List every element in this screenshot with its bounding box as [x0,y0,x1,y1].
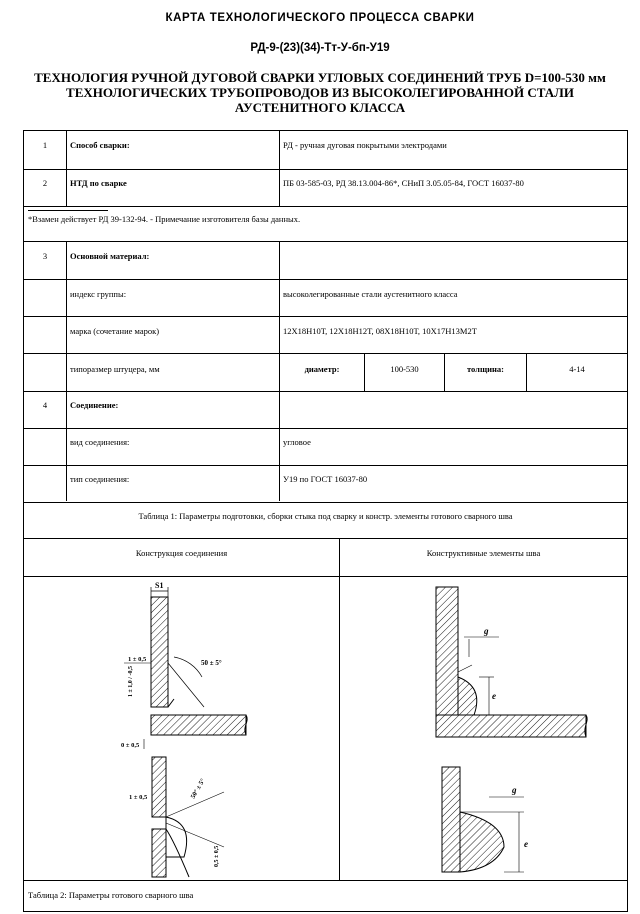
row-divider [24,428,627,429]
joint-type-label: тип соединения: [70,474,130,484]
steel-grade-value: 12Х18Н10Т, 12Х18Н12Т, 08Х18Н10Т, 10Х17Н13М2Т [283,326,477,336]
row-divider [24,316,627,317]
joint-label: Соединение: [70,400,119,410]
bevel-angle-label: 50 ± 5° [201,659,222,667]
e-2-label: e [524,839,528,849]
footnote-rule [28,210,108,211]
g-label: g [484,626,489,636]
joint-weld-section-drawing [129,757,224,877]
row-divider [24,353,627,354]
card-code: РД-9-(23)(34)-Тт-У-бп-У19 [250,42,390,54]
joint-kind-label: вид соединения: [70,437,130,447]
row-divider [24,502,627,503]
row-number: 2 [42,178,48,188]
technology-title [0,70,640,115]
row-number: 1 [42,140,48,150]
row-divider [24,241,627,242]
table-2-caption: Таблица 2: Параметры готового сварного шва [28,890,194,900]
welding-method-value: РД - ручная дуговая покрытыми электродами [283,140,447,150]
bevel-angle-2-label: 50° ± 5° [189,777,207,800]
row-divider [24,880,627,881]
row-divider [24,279,627,280]
offset-label: 0 ± 0,5 [121,742,140,749]
row-number: 4 [42,400,48,410]
gap-2-label: 1 ± 0,5 [129,794,148,801]
ntd-label: НТД по сварке [70,178,127,188]
table-1-col-construction: Конструкция соединения [135,548,228,558]
row-divider [24,206,627,207]
e-label: e [492,691,496,701]
base-material-label: Основной материал: [70,251,150,261]
thickness-label: толщина: [466,364,505,374]
row-divider [24,538,627,539]
diameter-value: 100-530 [390,364,419,374]
root-2-label: 0,5 ± 0,5 [214,845,220,867]
column-divider [66,131,67,206]
welding-method-label: Способ сварки: [70,140,130,150]
root-label: 1 ± 1,0 / -0,5 [128,666,134,697]
group-index-label: индекс группы: [70,289,127,299]
ntd-value: ПБ 03-585-03, РД 38.13.004-86*, СНиП 3.05.05-84, ГОСТ 16037-80 [283,178,524,188]
row-number: 3 [42,251,48,261]
joint-kind-value: угловое [283,437,311,447]
row-divider [24,169,627,170]
diameter-label: диаметр: [304,364,340,374]
group-index-value: высоколегированные стали аустенитного класса [283,289,458,299]
joint-type-value: У19 по ГОСТ 16037-80 [283,474,368,484]
fitting-size-label: типоразмер штуцера, мм [70,364,160,374]
finished-weld-section-drawing [442,767,528,872]
gap-label: 1 ± 0,5 [128,656,147,663]
thickness-value: 4-14 [569,364,585,374]
column-divider [66,241,67,501]
column-divider [279,131,280,206]
weld-drawings [24,577,627,879]
card-title: КАРТА ТЕХНОЛОГИЧЕСКОГО ПРОЦЕССА СВАРКИ [165,12,475,24]
table-1-col-elements: Конструктивные элементы шва [426,548,541,558]
technology-title-line-1: ТЕХНОЛОГИЯ РУЧНОЙ ДУГОВОЙ СВАРКИ УГЛОВЫХ СОЕДИНЕНИЙ ТРУБ D=100-530 мм [34,70,606,85]
process-card-table [23,130,628,912]
g-2-label: g [512,785,517,795]
steel-grade-label: марка (сочетание марок) [70,326,160,336]
footnote: *Взамен действует РД 39-132-94. - Примечание изготовителя базы данных. [28,214,301,224]
joint-assembly-drawing [121,581,247,749]
finished-weld-drawing [436,587,587,737]
row-divider [24,465,627,466]
s1-label: S1 [155,581,164,590]
row-divider [24,391,627,392]
technology-title-line-2: ТЕХНОЛОГИЧЕСКИХ ТРУБОПРОВОДОВ ИЗ ВЫСОКОЛЕГИРОВАННОЙ СТАЛИ [66,85,574,100]
technology-title-line-3: АУСТЕНИТНОГО КЛАССА [234,100,406,115]
table-1-caption: Таблица 1: Параметры подготовки, сборки стыка под сварку и констр. элементы готового сварного шва [138,511,513,521]
